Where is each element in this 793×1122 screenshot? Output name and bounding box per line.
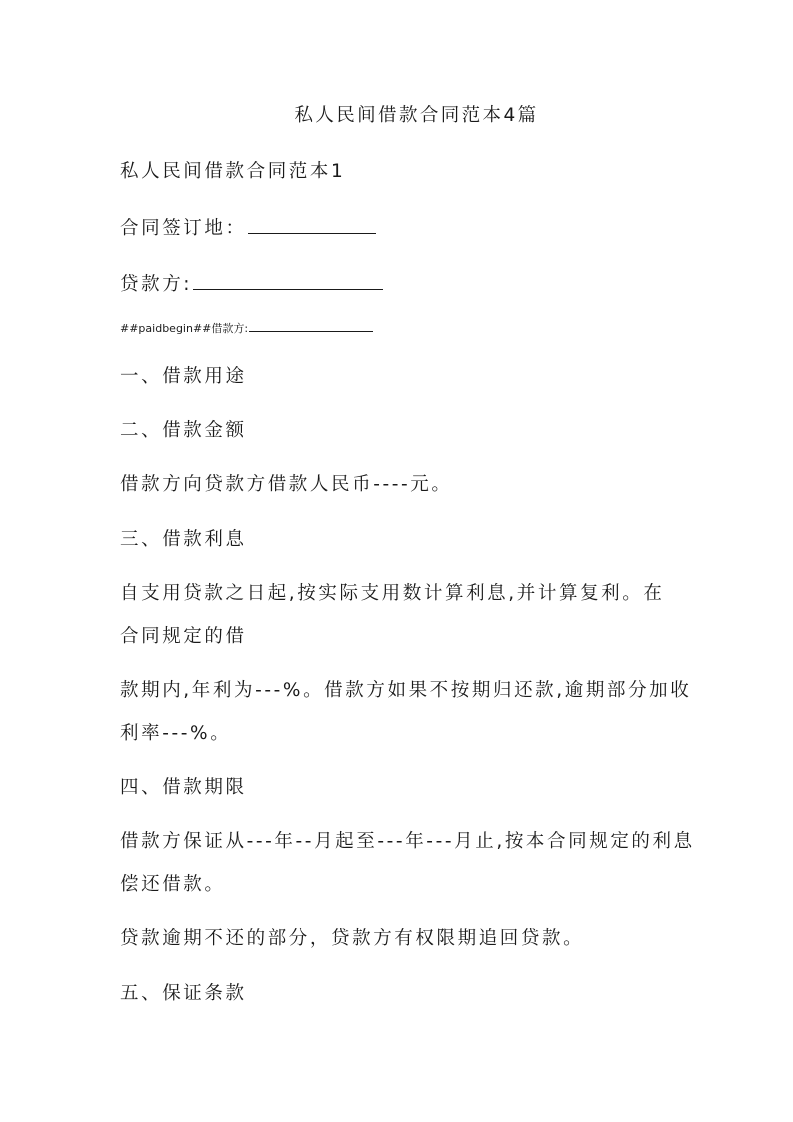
clause-3-text-line-4: 利率---%。 [120, 723, 232, 744]
clause-3-text-line-2: 合同规定的借 [120, 626, 247, 647]
clause-4-heading: 四、借款期限 [120, 777, 247, 798]
clause-5-heading: 五、保证条款 [120, 983, 247, 1004]
sign-place-label: 合同签订地： [120, 218, 247, 239]
paid-marker-label: ##paidbegin##借款方: [120, 322, 249, 335]
lender-label: 贷款方: [120, 274, 193, 295]
clause-2-heading: 二、借款金额 [120, 420, 247, 441]
clause-3-heading: 三、借款利息 [120, 529, 247, 550]
sign-place-field [120, 220, 376, 239]
clause-3-text-line-3: 款期内,年利为---%。借款方如果不按期归还款,逾期部分加收 [120, 680, 692, 701]
clause-3-text-line-1: 自支用贷款之日起,按实际支用数计算利息,并计算复利。在 [120, 583, 665, 604]
clause-1-heading: 一、借款用途 [120, 366, 247, 387]
clause-4-text-line-3: 贷款逾期不还的部分，贷款方有权限期追回贷款。 [120, 928, 585, 949]
clause-4-text-line-1: 借款方保证从---年--月起至---年---月止,按本合同规定的利息 [120, 831, 695, 852]
section-heading: 私人民间借款合同范本1 [120, 161, 346, 182]
clause-4-text-line-2: 偿还借款。 [120, 874, 226, 895]
lender-field [120, 276, 383, 295]
sign-place-blank [248, 231, 376, 234]
borrower-field [120, 323, 373, 334]
clause-2-text: 借款方向贷款方借款人民币----元。 [120, 474, 453, 495]
lender-blank [193, 287, 383, 290]
document-title: 私人民间借款合同范本4篇 [294, 105, 539, 126]
borrower-blank [249, 329, 373, 332]
